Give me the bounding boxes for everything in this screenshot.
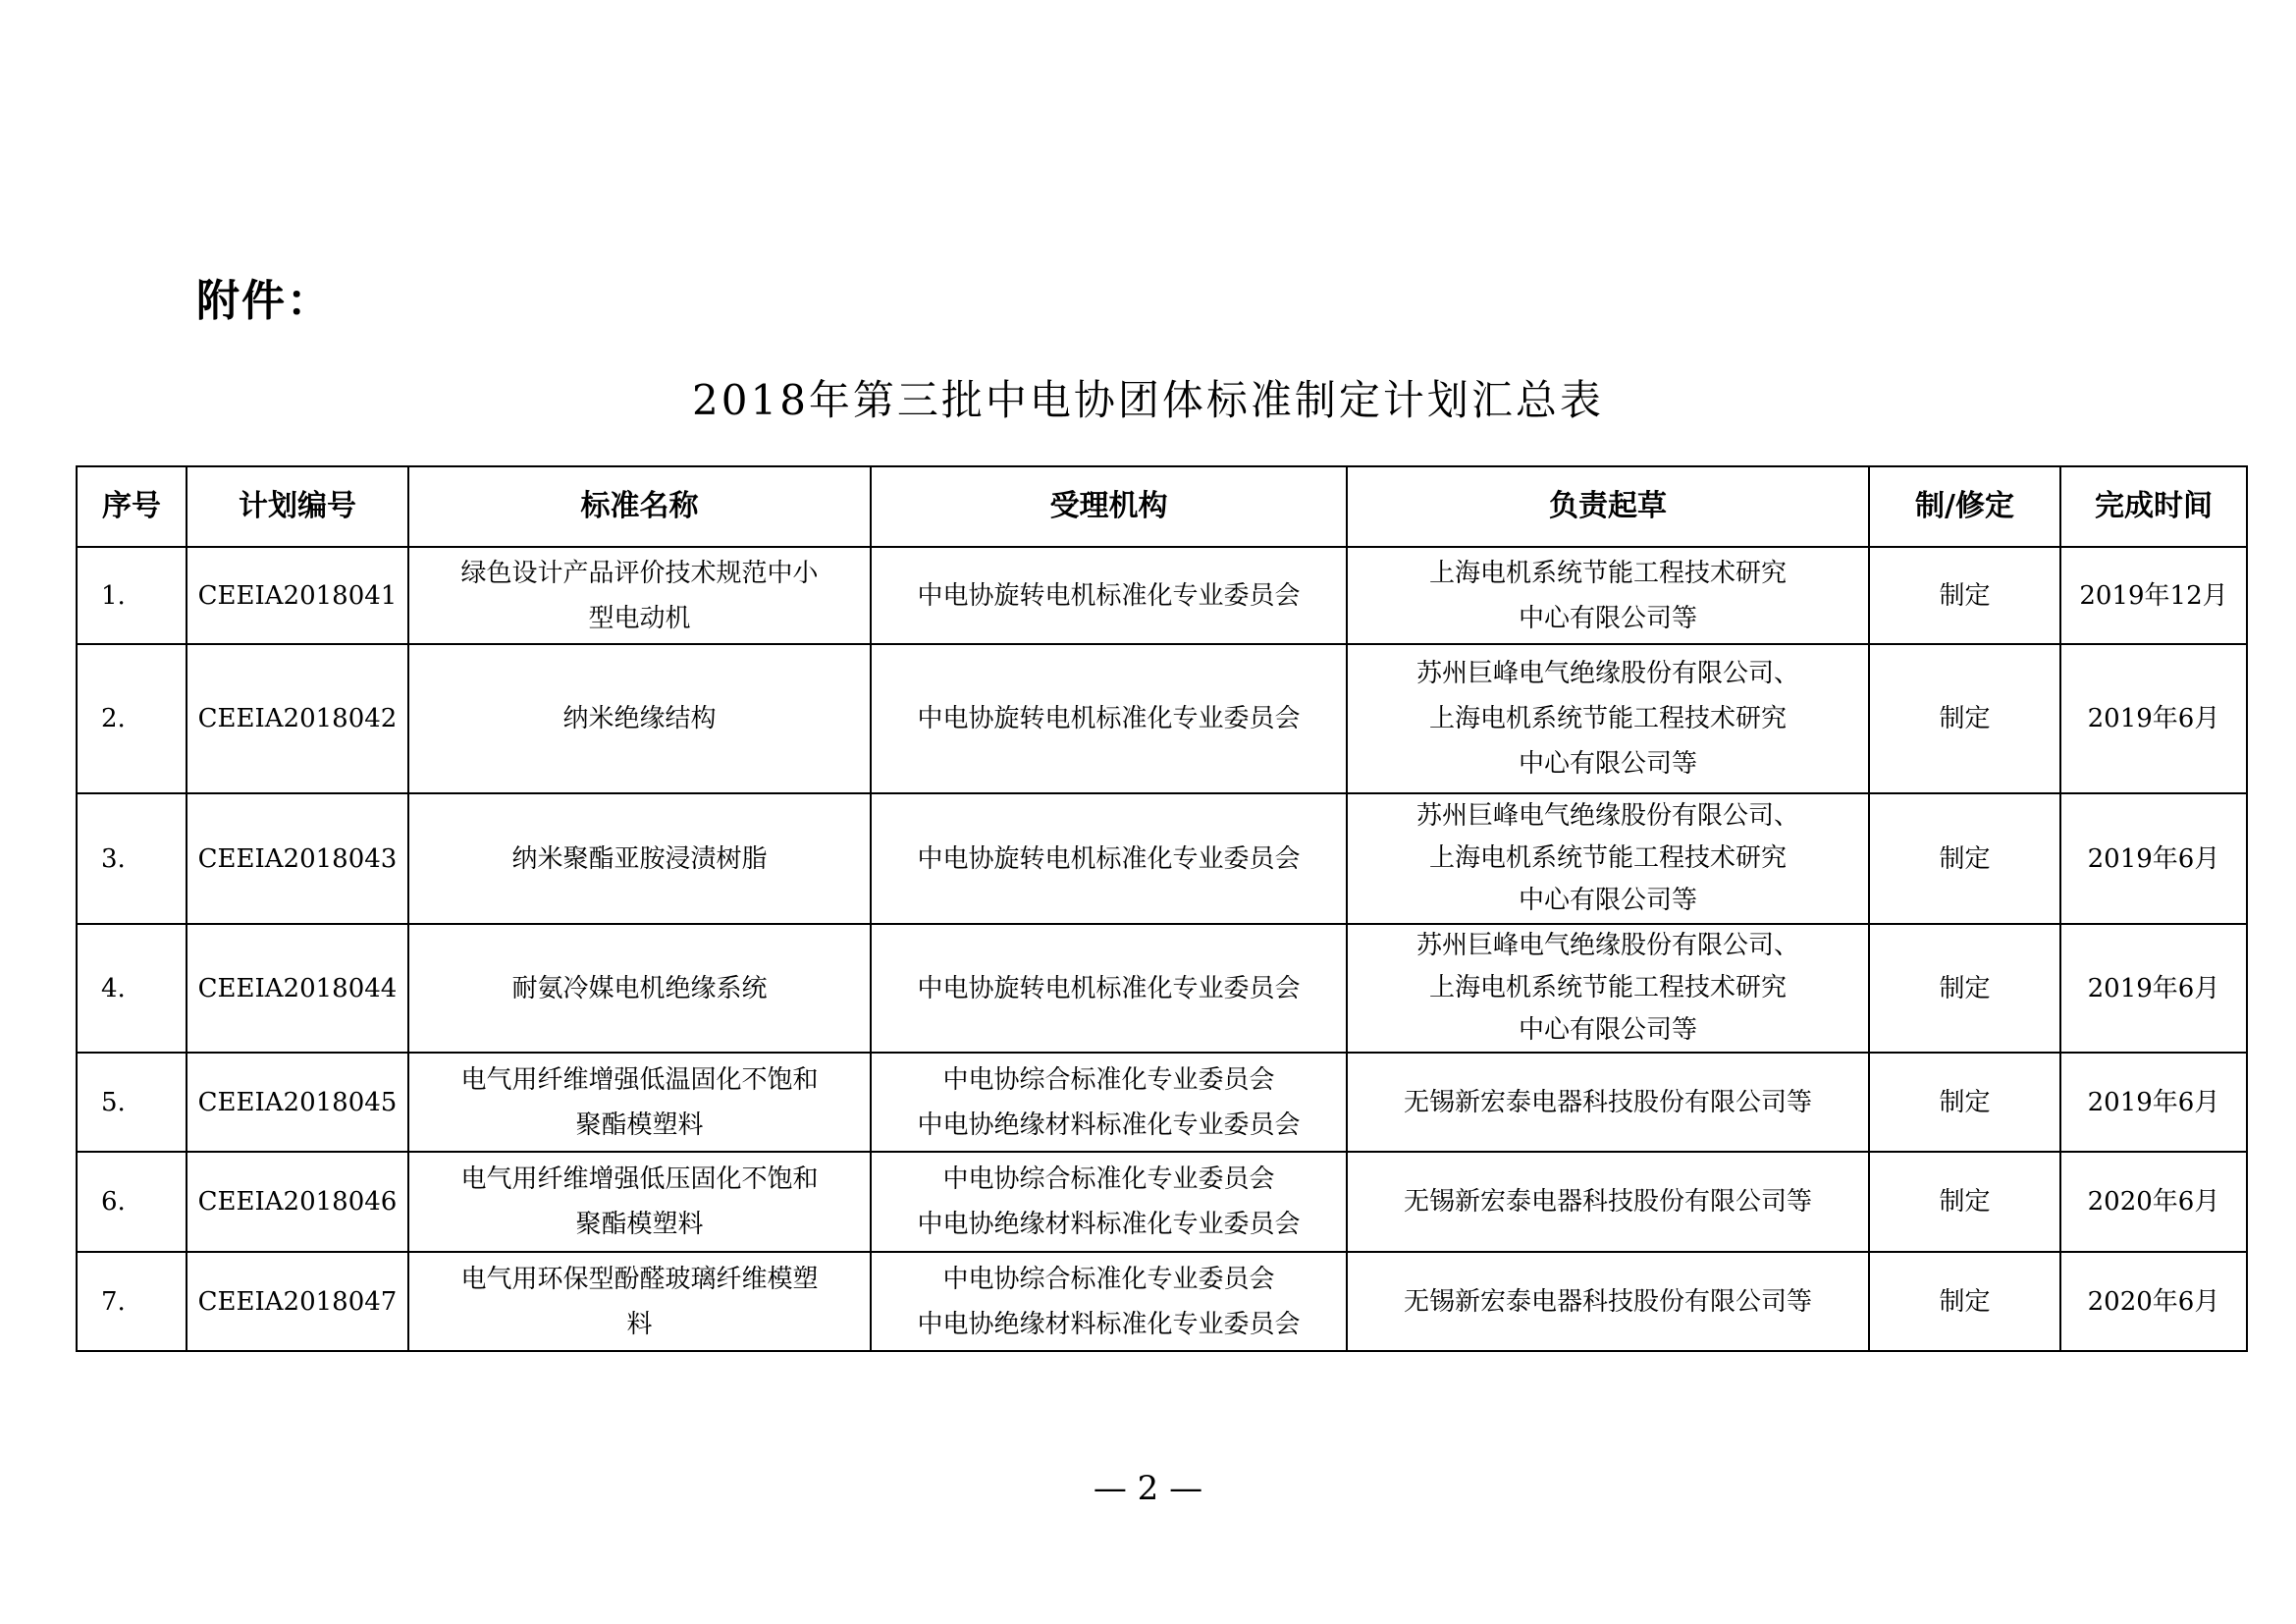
cell-drafter bbox=[1347, 1252, 1869, 1351]
cell-serial-number: 7. bbox=[77, 1252, 187, 1351]
drafter-line: 无锡新宏泰电器科技股份有限公司等 bbox=[1403, 1187, 1812, 1217]
cell-due-date: 2020年6月 bbox=[2060, 1152, 2247, 1252]
table-row bbox=[77, 1053, 2247, 1152]
table-row bbox=[77, 924, 2247, 1053]
cell-plan-id: CEEIA2018045 bbox=[187, 1053, 408, 1152]
header-accepting-org: 受理机构 bbox=[871, 466, 1347, 547]
cell-drafter bbox=[1347, 547, 1869, 644]
table-header-row bbox=[77, 466, 2247, 547]
page-number: — 2 — bbox=[1093, 1469, 1203, 1508]
cell-serial-number: 5. bbox=[77, 1053, 187, 1152]
cell-accepting-org bbox=[871, 1053, 1347, 1152]
name-line: 绿色设计产品评价技术规范中小 bbox=[460, 558, 819, 588]
cell-accepting-org bbox=[871, 547, 1347, 644]
cell-revision-type: 制定 bbox=[1869, 1053, 2060, 1152]
cell-revision-type: 制定 bbox=[1869, 1152, 2060, 1252]
name-line: 纳米绝缘结构 bbox=[562, 704, 717, 733]
cell-revision-type: 制定 bbox=[1869, 924, 2060, 1053]
document-title: 2018年第三批中电协团体标准制定计划汇总表 bbox=[692, 376, 1604, 424]
name-line: 料 bbox=[626, 1309, 653, 1339]
cell-due-date: 2019年12月 bbox=[2060, 547, 2247, 644]
cell-revision-type: 制定 bbox=[1869, 1252, 2060, 1351]
name-line: 电气用纤维增强低温固化不饱和 bbox=[460, 1064, 819, 1095]
name-line: 纳米聚酯亚胺浸渍树脂 bbox=[511, 843, 768, 874]
cell-standard-name bbox=[408, 644, 871, 793]
drafter-line: 苏州巨峰电气绝缘股份有限公司、 bbox=[1415, 659, 1799, 688]
header-serial-number: 序号 bbox=[77, 466, 187, 547]
drafter-line: 无锡新宏泰电器科技股份有限公司等 bbox=[1403, 1286, 1812, 1317]
drafter-line: 上海电机系统节能工程技术研究 bbox=[1428, 704, 1787, 733]
org-line: 中电协综合标准化专业委员会 bbox=[942, 1064, 1275, 1095]
table-row bbox=[77, 793, 2247, 924]
header-drafter: 负责起草 bbox=[1347, 466, 1869, 547]
cell-serial-number: 1. bbox=[77, 547, 187, 644]
cell-drafter bbox=[1347, 1152, 1869, 1252]
cell-accepting-org bbox=[871, 924, 1347, 1053]
cell-serial-number: 2. bbox=[77, 644, 187, 793]
cell-plan-id: CEEIA2018041 bbox=[187, 547, 408, 644]
cell-standard-name bbox=[408, 1053, 871, 1152]
header-standard-name: 标准名称 bbox=[408, 466, 871, 547]
standards-plan-table bbox=[76, 465, 2248, 1352]
org-line: 中电协绝缘材料标准化专业委员会 bbox=[917, 1210, 1301, 1239]
cell-due-date: 2019年6月 bbox=[2060, 1053, 2247, 1152]
cell-revision-type: 制定 bbox=[1869, 644, 2060, 793]
drafter-line: 上海电机系统节能工程技术研究 bbox=[1428, 558, 1787, 588]
cell-due-date: 2020年6月 bbox=[2060, 1252, 2247, 1351]
drafter-line: 无锡新宏泰电器科技股份有限公司等 bbox=[1403, 1087, 1812, 1117]
cell-plan-id: CEEIA2018042 bbox=[187, 644, 408, 793]
table-row bbox=[77, 547, 2247, 644]
cell-drafter bbox=[1347, 924, 1869, 1053]
cell-revision-type: 制定 bbox=[1869, 547, 2060, 644]
org-line: 中电协旋转电机标准化专业委员会 bbox=[917, 973, 1301, 1003]
cell-due-date: 2019年6月 bbox=[2060, 644, 2247, 793]
cell-plan-id: CEEIA2018047 bbox=[187, 1252, 408, 1351]
cell-standard-name bbox=[408, 547, 871, 644]
cell-plan-id: CEEIA2018046 bbox=[187, 1152, 408, 1252]
drafter-line: 中心有限公司等 bbox=[1518, 1015, 1697, 1045]
cell-revision-type: 制定 bbox=[1869, 793, 2060, 924]
cell-drafter bbox=[1347, 644, 1869, 793]
cell-drafter bbox=[1347, 793, 1869, 924]
cell-serial-number: 4. bbox=[77, 924, 187, 1053]
name-line: 电气用环保型酚醛玻璃纤维模塑 bbox=[460, 1264, 819, 1294]
drafter-line: 中心有限公司等 bbox=[1518, 603, 1697, 633]
org-line: 中电协综合标准化专业委员会 bbox=[942, 1164, 1275, 1194]
drafter-line: 苏州巨峰电气绝缘股份有限公司、 bbox=[1415, 931, 1799, 960]
cell-standard-name bbox=[408, 1152, 871, 1252]
org-line: 中电协绝缘材料标准化专业委员会 bbox=[917, 1110, 1301, 1140]
name-line: 耐氨冷媒电机绝缘系统 bbox=[511, 973, 768, 1003]
cell-serial-number: 3. bbox=[77, 793, 187, 924]
table-row bbox=[77, 1252, 2247, 1351]
drafter-line: 中心有限公司等 bbox=[1518, 886, 1697, 915]
cell-drafter bbox=[1347, 1053, 1869, 1152]
name-line: 型电动机 bbox=[588, 603, 691, 633]
name-line: 电气用纤维增强低压固化不饱和 bbox=[460, 1164, 819, 1194]
org-line: 中电协旋转电机标准化专业委员会 bbox=[917, 704, 1301, 733]
attachment-label: 附件： bbox=[196, 276, 332, 326]
cell-standard-name bbox=[408, 924, 871, 1053]
cell-standard-name bbox=[408, 1252, 871, 1351]
table-row bbox=[77, 644, 2247, 793]
cell-accepting-org bbox=[871, 1152, 1347, 1252]
drafter-line: 上海电机系统节能工程技术研究 bbox=[1428, 973, 1787, 1002]
cell-accepting-org bbox=[871, 644, 1347, 793]
name-line: 聚酯模塑料 bbox=[575, 1110, 704, 1140]
cell-serial-number: 6. bbox=[77, 1152, 187, 1252]
cell-standard-name bbox=[408, 793, 871, 924]
cell-plan-id: CEEIA2018044 bbox=[187, 924, 408, 1053]
org-line: 中电协旋转电机标准化专业委员会 bbox=[917, 580, 1301, 611]
drafter-line: 上海电机系统节能工程技术研究 bbox=[1428, 843, 1787, 873]
name-line: 聚酯模塑料 bbox=[575, 1210, 704, 1239]
cell-accepting-org bbox=[871, 1252, 1347, 1351]
cell-due-date: 2019年6月 bbox=[2060, 793, 2247, 924]
cell-plan-id: CEEIA2018043 bbox=[187, 793, 408, 924]
header-revision-type: 制/修定 bbox=[1869, 466, 2060, 547]
drafter-line: 苏州巨峰电气绝缘股份有限公司、 bbox=[1415, 801, 1799, 831]
header-due-date: 完成时间 bbox=[2060, 466, 2247, 547]
header-plan-id: 计划编号 bbox=[187, 466, 408, 547]
org-line: 中电协旋转电机标准化专业委员会 bbox=[917, 843, 1301, 874]
cell-accepting-org bbox=[871, 793, 1347, 924]
cell-due-date: 2019年6月 bbox=[2060, 924, 2247, 1053]
drafter-line: 中心有限公司等 bbox=[1518, 749, 1697, 779]
org-line: 中电协绝缘材料标准化专业委员会 bbox=[917, 1309, 1301, 1339]
table-row bbox=[77, 1152, 2247, 1252]
org-line: 中电协综合标准化专业委员会 bbox=[942, 1264, 1275, 1294]
